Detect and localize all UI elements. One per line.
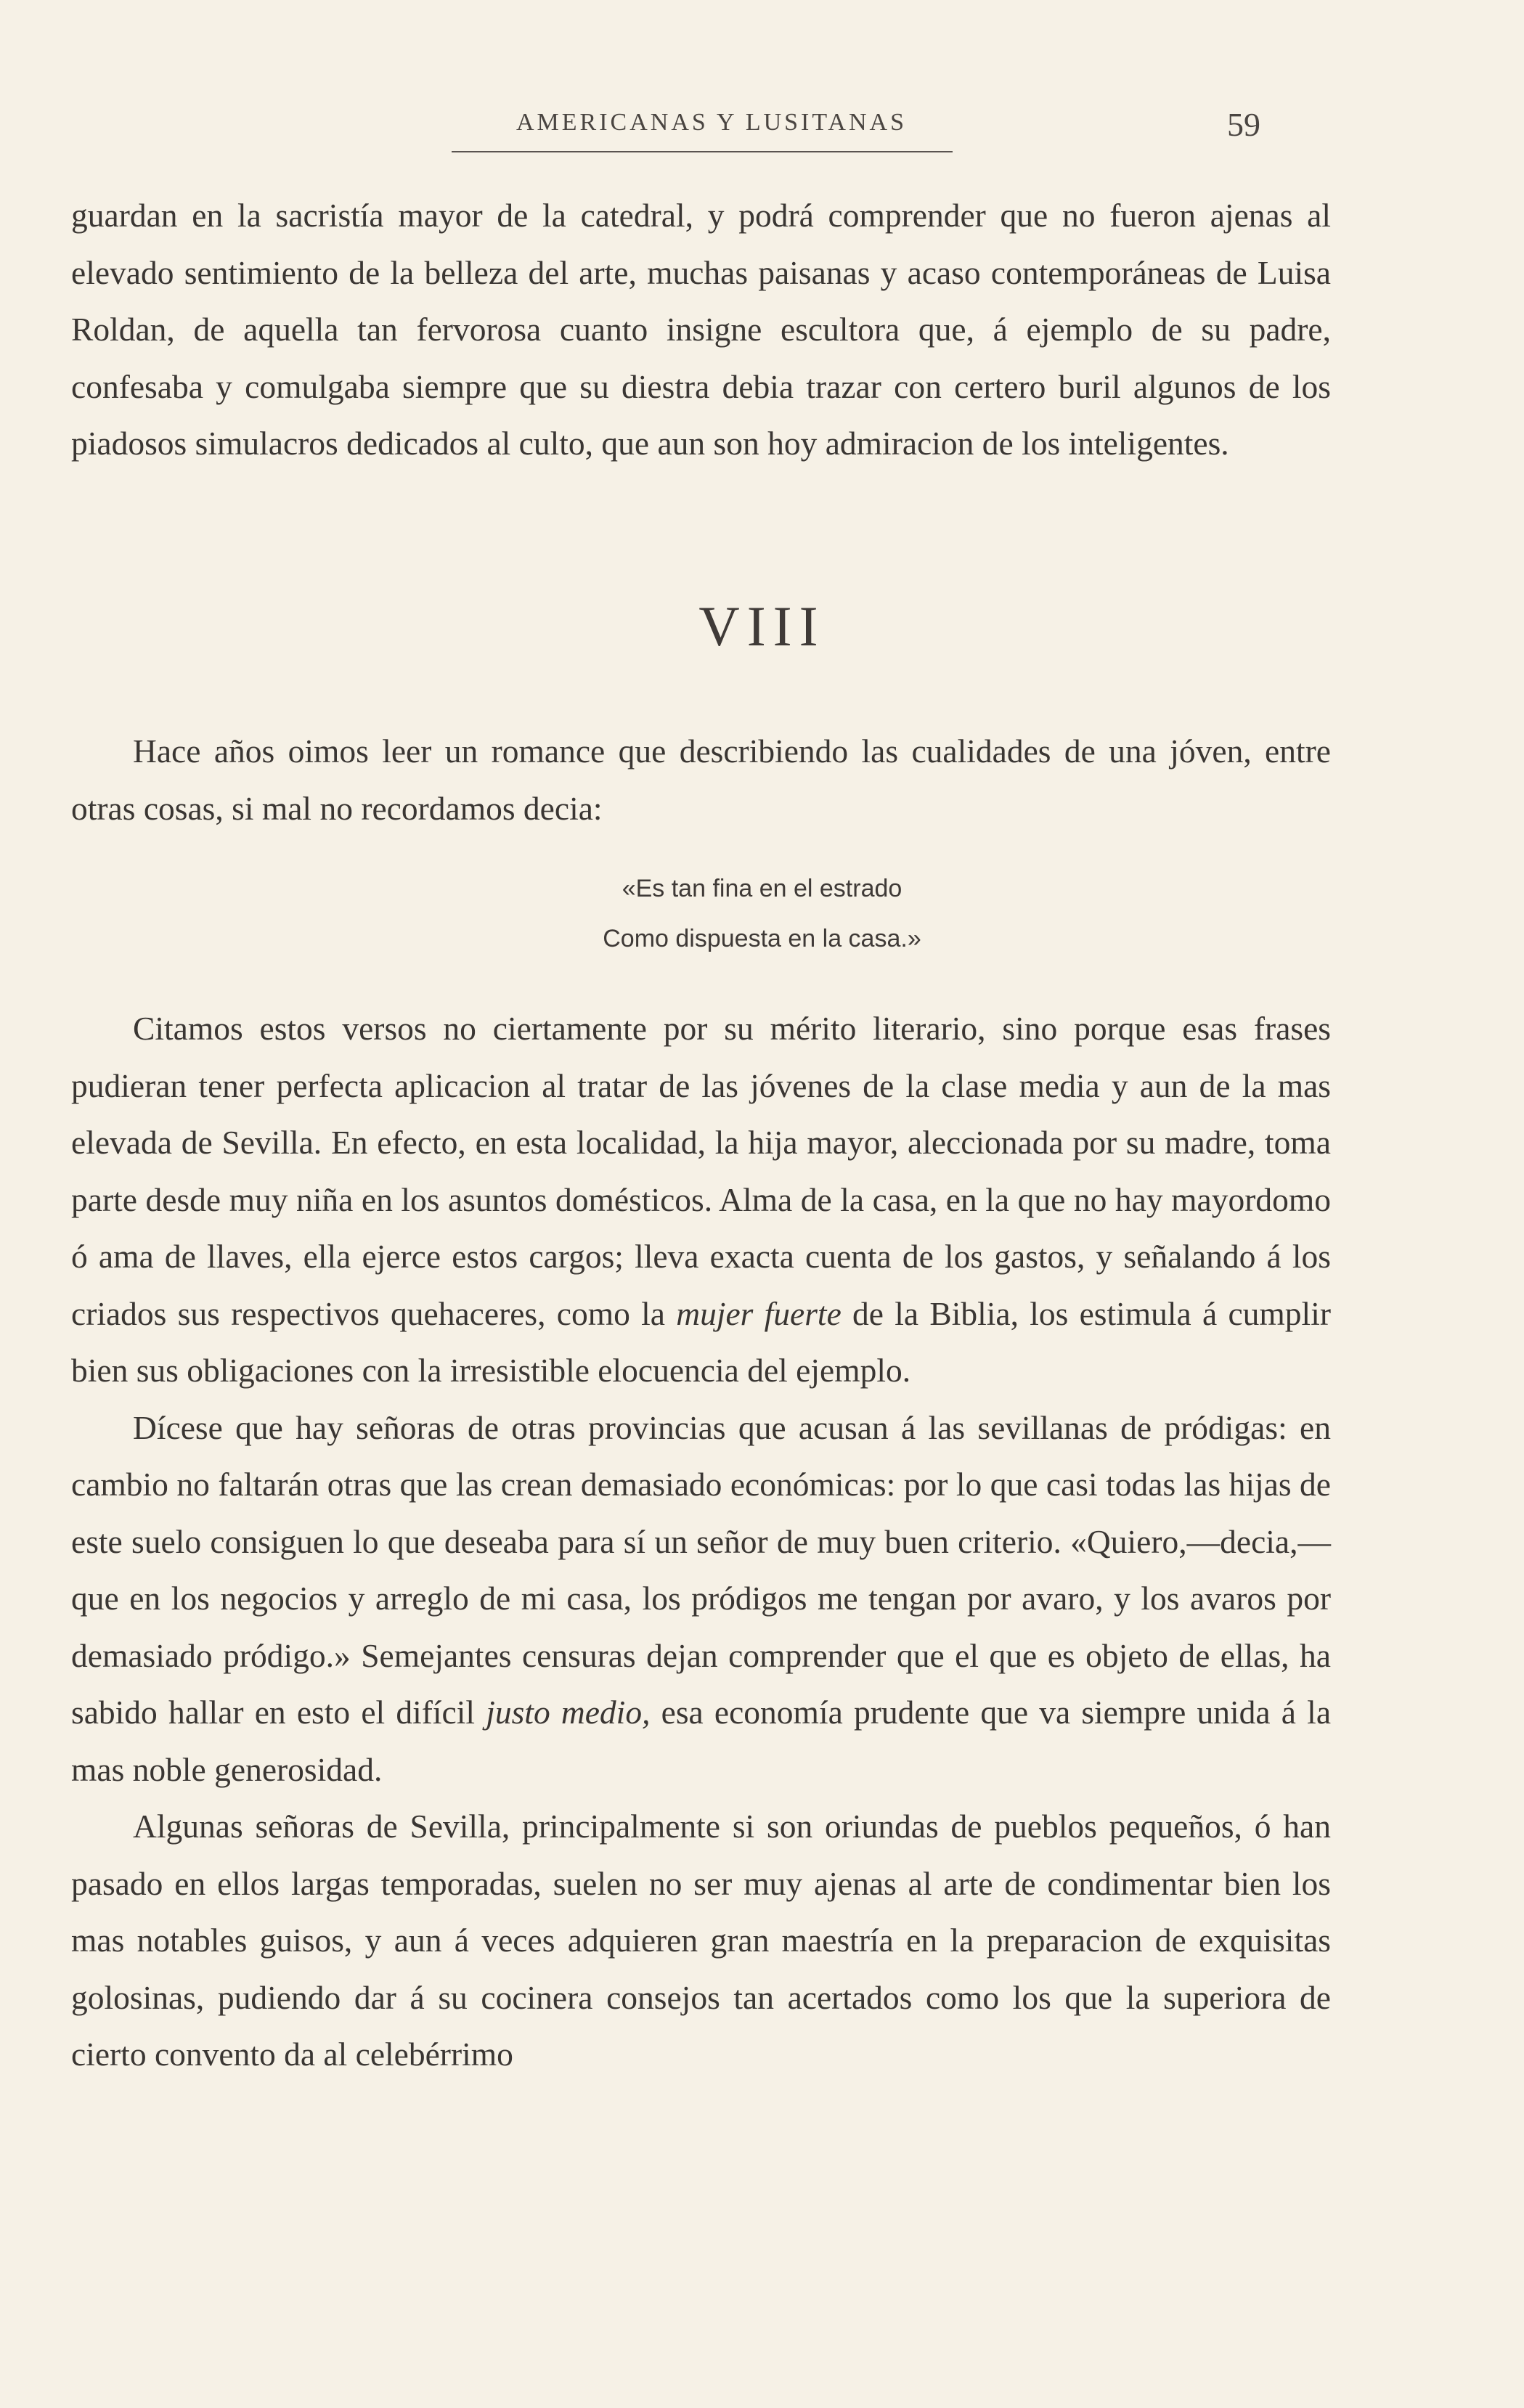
page-number: 59	[1227, 106, 1260, 143]
verse-quote	[0, 864, 1524, 964]
paragraph-2-text-b: de la Biblia, los estimula á cumplir bien sus obligaciones con la irresistible elocuencia del ejemplo.	[71, 1294, 1331, 1389]
paragraph-2	[71, 1000, 1331, 1400]
paragraph-3-text-a: Dícese que hay señoras de otras provincias que acusan á las sevillanas de pródigas: en cambio no faltarán otras que las crean demasiado económicas: por lo que casi todas las hijas de este suelo consiguen lo que deseaba para sí un señor de muy buen criterio. «Quiero,—decia,—que en los negocios y arreglo de mi casa, los pródigos me tengan por avaro, y los avaros por demasiado pródigo.» Semejantes censuras dejan comprender que el que es objeto de ellas, ha sabido hallar en esto el difícil	[71, 1408, 1331, 1731]
running-title: AMERICANAS Y LUSITANAS	[516, 109, 907, 136]
paragraph-block-1	[71, 723, 1331, 837]
paragraph-4: Algunas señoras de Sevilla, principalmente si son oriundas de pueblos pequeños, ó han pasado en ellos largas temporadas, suelen no ser muy ajenas al arte de condimentar bien los mas notables guisos, y aun á veces adquieren gran maestría en la preparacion de exquisitas golosinas, pudiendo dar á su cocinera consejos tan acertados como los que la superiora de cierto convento da al celebérrimo	[71, 1808, 1331, 2073]
section-heading: VIII	[698, 595, 826, 658]
header-rule	[452, 151, 953, 152]
paragraph-3-italic: justo medio,	[486, 1694, 651, 1731]
paragraph-2-text-a: Citamos estos versos no ciertamente por su mérito literario, sino porque esas frases pudieran tener perfecta aplicacion al tratar de las jóvenes de la clase media y aun de la mas elevada de Sevilla. En efecto, en esta localidad, la hija mayor, aleccionada por su madre, toma parte desde muy niña en los asuntos domésticos. Alma de la casa, en la que no hay mayordomo ó ama de llaves, ella ejerce estos cargos; lleva exacta cuenta de los gastos, y señalando á los criados sus respectivos quehaceres, como la	[71, 1010, 1331, 1332]
paragraph-1: Hace años oimos leer un romance que describiendo las cualidades de una jóven, entre otras cosas, si mal no recordamos decia:	[71, 732, 1331, 827]
paragraph-3-text-b: esa economía prudente que va siempre unida á la mas noble generosidad.	[71, 1694, 1332, 1788]
intro-text-block	[71, 187, 1331, 473]
paragraph-2-italic: mujer fuerte	[676, 1294, 842, 1332]
intro-paragraph: guardan en la sacristía mayor de la catedral, y podrá comprender que no fueron ajenas al elevado sentimiento de la belleza del arte, muchas paisanas y acaso contemporáneas de Luisa Roldan, de aquella tan fervorosa cuanto insigne escultora que, á ejemplo de su padre, confesaba y comulgaba siempre que su diestra debia trazar con certero buril algunos de los piadosos simulacros dedicados al culto, que aun son hoy admiracion de los inteligentes.	[71, 197, 1331, 462]
body-text-block	[71, 1000, 1331, 2083]
quote-line-1: «Es tan fina en el estrado	[622, 875, 902, 902]
paragraph-3	[71, 1400, 1331, 1799]
quote-line-2: Como dispuesta en la casa.»	[603, 925, 921, 952]
